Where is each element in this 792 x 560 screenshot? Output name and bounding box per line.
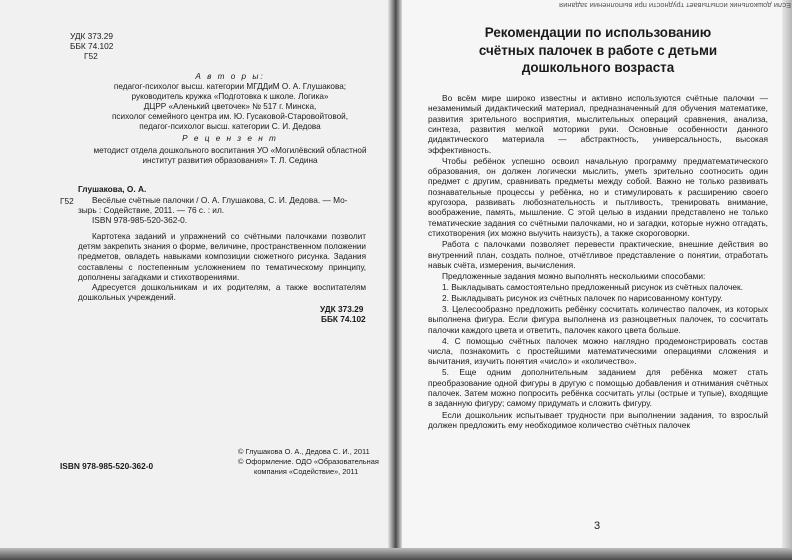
udk-bottom: УДК 373.29: [320, 304, 364, 314]
annotation: [78, 232, 366, 303]
author-line: ДЦРР «Аленький цветочек» № 517 г. Минска,: [143, 102, 317, 111]
list-item: 4. С помощью счётных палочек можно наглядно продемонстрировать состав числа, познакомить с простейшими математическими операциями сложения и вычитания, изучить понятия «число» и «количество».: [428, 335, 768, 367]
body-text: [428, 93, 768, 431]
reviewer-heading: Р е ц е н з е н т: [182, 134, 278, 143]
bleed-through-text: Если дошкольник испытывает трудности при выполнении задания: [559, 1, 791, 10]
reviewer-line: методист отдела дошкольного воспитания УО «Могилёвский областной: [93, 146, 367, 155]
author-line: психолог семейного центра им. Ю. Гусаковой-Старовойтовой,: [111, 112, 348, 121]
code-top: Г52: [84, 51, 98, 61]
list-item: 5. Еще одним дополнительным заданием для ребёнка может стать преобразование одной фигуры в другую с помощью добавления и отнимания счётных палочек. Затем можно попросить ребёнка сосчитать углы (острые и тупые), входящие в заданную фигуру; самому придумать и сложить фигуру.: [428, 367, 768, 409]
main-author: Глушакова, О. А.: [78, 184, 147, 194]
title-line: счётных палочек в работе с детьми: [478, 42, 718, 58]
biblio-line: зырь : Содействие, 2011. — 76 с. : ил.: [78, 205, 225, 215]
list-item: 1. Выкладывать самостоятельно предложенный рисунок из счётных палочек.: [442, 281, 743, 292]
body-paragraph: Чтобы ребёнок успешно освоил начальную программу предматематического образования, он должен логически мыслить, уметь зрительно соотносить один предмет с другим, сравнивать предметы между собой. Важно не только развивать познавательные процессы у ребёнка, но и стимулировать к расширению своего кругозора, развивать любознательность и пытливость, тренировать внимание, воображение, память, мышление. С этой целью в издании представлено не только тематические задания со счётными палочками, но и загадки, которые нужно отгадать, стихотворения (их можно выучить наизусть), а также скороговорки.: [428, 155, 768, 239]
book-gutter: [388, 0, 402, 560]
copyright-line: компания «Содействие», 2011: [254, 467, 359, 476]
author-line: педагог-психолог высш. категории С. И. Дедова: [139, 122, 321, 131]
copyright-line: © Оформление. ОДО «Образовательная: [238, 457, 379, 466]
authors-heading: А в т о р ы:: [195, 72, 265, 81]
isbn-line: ISBN 978-985-520-362-0.: [92, 215, 188, 225]
body-paragraph: Предложенные задания можно выполнять несколькими способами:: [442, 270, 706, 281]
copyright-line: © Глушакова О. А., Дедова С. И., 2011: [238, 447, 370, 456]
title-line: Рекомендации по использованию: [484, 25, 712, 40]
list-item: 2. Выкладывать рисунок из счётных палочек по нарисованному контуру.: [442, 292, 723, 303]
body-paragraph: Если дошкольник испытывает трудности при выполнении задания, то взрослый должен предложить ему необходимое количество счётных палочек: [428, 409, 768, 430]
page-edge-shadow: [782, 0, 792, 560]
reviewer-line: институт развития образования» Т. Л. Седина: [142, 156, 318, 165]
bbk-bottom: ББК 74.102: [321, 314, 366, 324]
body-paragraph: Во всём мире широко известны и активно используются счётные палочки — незаменимый дидактический материал, предназначенный для обучения математике, развития зрительного восприятия, мыслительных операций сравнения, анализа, синтеза, развития мелкой моторики руки. Основные особенности данного дидактического материала — абстрактность, универсальность, высокая эффективность.: [428, 93, 768, 155]
list-item: 3. Целесообразно предложить ребёнку сосчитать количество палочек, из которых выполнена фигура. Если фигура выполнена из разноцветных палочек, то сосчитать палочки каждого цвета и ответить, палочек какого цвета больше.: [428, 304, 768, 335]
page-title: [430, 24, 766, 77]
biblio-line: Весёлые счётные палочки / О. А. Глушакова, С. И. Дедова. — Мо-: [92, 195, 348, 205]
title-line: дошкольного возраста: [521, 60, 675, 75]
udk-top: УДК 373.29: [70, 31, 114, 41]
scan-bottom-edge: [0, 548, 792, 560]
body-paragraph: Работа с палочками позволяет перевести практические, внешние действия во внутренний план, создать полное, отчётливое представление о понятии, отработать навык счёта, измерения, вычисления.: [428, 239, 768, 270]
annotation-paragraph: Картотека заданий и упражнений со счётными палочками позволит детям закрепить знания о форме, величине, пространственном положении предметов, овладеть навыками композиции сюжетного рисунка. Задания составлены с постепенным усложнением по тематическому принципу, дополнены загадками и стихотворениями.: [78, 232, 366, 282]
side-code: Г52: [60, 196, 74, 206]
annotation-paragraph: Адресуется дошкольникам и их родителям, а также воспитателям дошкольных учреждений.: [78, 283, 366, 303]
page-number: 3: [594, 520, 601, 532]
bbk-top: ББК 74.102: [70, 41, 114, 51]
author-line: руководитель кружка «Подготовка к школе. Логика»: [131, 92, 329, 101]
isbn-bottom: ISBN 978-985-520-362-0: [60, 461, 154, 471]
author-line: педагог-психолог высш. категории МГДДиМ О. А. Глушакова;: [113, 82, 347, 91]
